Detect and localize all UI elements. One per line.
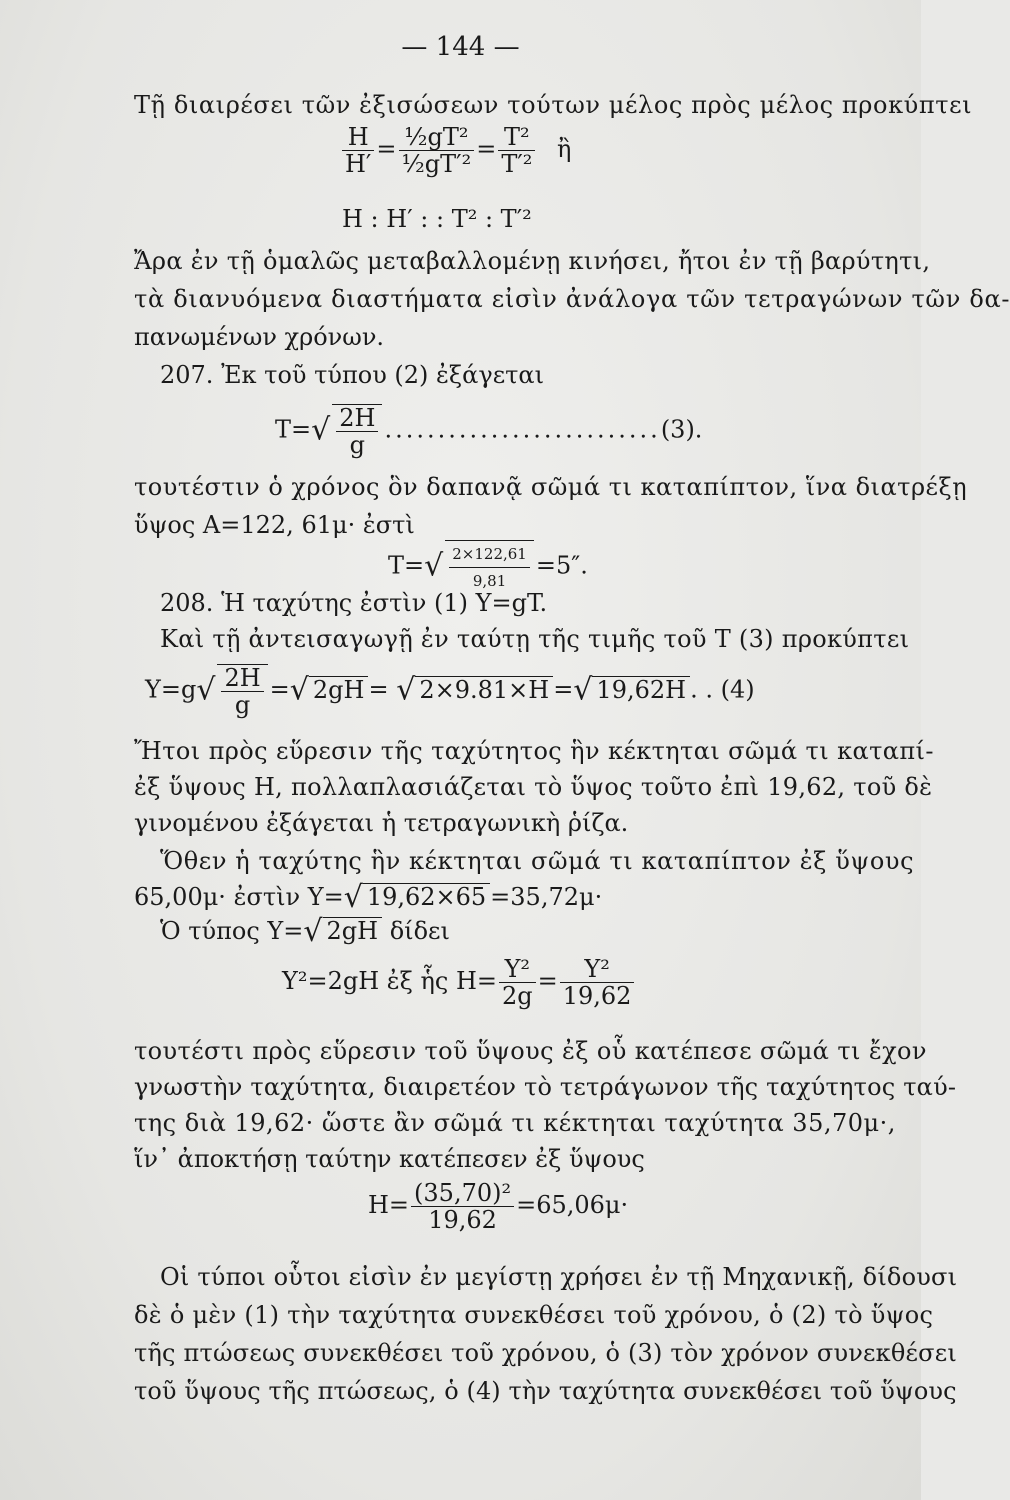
text-segment: 65,00μ· ἐστὶν Y= (134, 883, 344, 911)
radical-sign: √ (343, 880, 363, 915)
text-line: γινομένου ἐξάγεται ἡ τετραγωνικὴ ῥίζα. (134, 809, 629, 837)
denominator: 19,62 (428, 1206, 497, 1234)
text-line: Ὅθεν ἡ ταχύτης ἣν κέκτηται σῶμά τι καταπίπτον ἐξ ὕψους (160, 847, 915, 875)
equation-tag: (3). (660, 415, 703, 444)
dot-leader: .......................... (384, 415, 661, 444)
radicand: 19,62H (592, 676, 690, 703)
equation-velocity: Y=g√ $\frac{2H}{g}$ =√ 2gH = √ 2×9.81×H =√ 19,62H . . (4) (145, 664, 755, 719)
denominator: H′ (345, 150, 372, 178)
text-line: Καὶ τῇ ἀντεισαγωγῇ ἐν ταύτῃ τῆς τιμῆς τοῦ T (3) προκύπτει (160, 625, 910, 653)
radical-sign: √ (424, 548, 444, 584)
radicand: 19,62×65 (363, 883, 490, 910)
radical-sign: √ (311, 412, 331, 448)
equation-tag: . . (4) (690, 675, 755, 704)
text-line: Ἄρα ἐν τῇ ὁμαλῶς μεταβαλλομένῃ κινήσει, ἤτοι ἐν τῇ βαρύτητι, (134, 247, 931, 275)
fraction (560, 956, 635, 1009)
text-line: τῆς πτώσεως συνεκθέσει τοῦ χρόνου, ὁ (3) τὸν χρόνον συνεκθέσει (134, 1339, 957, 1367)
fraction (499, 956, 536, 1009)
denominator: ½gT′² (401, 150, 472, 178)
text-line: ὕψος A=122, 61μ· ἐστὶ (134, 511, 415, 539)
equation-rhs: =5″. (535, 551, 588, 580)
text-line (160, 916, 450, 947)
text-line: 207. Ἐκ τοῦ τύπου (2) ἐξάγεται (160, 361, 545, 389)
radicand-fraction (445, 540, 534, 594)
equation-lhs: Y²=2gH ἐξ ἧς H= (282, 967, 497, 995)
text-line: τοῦ ὕψους τῆς πτώσεως, ὁ (4) τὴν ταχύτητα συνεκθέσει τοῦ ὕψους (134, 1377, 957, 1405)
numerator: Y² (499, 956, 536, 983)
radical-sign: √ (573, 672, 593, 708)
numerator: Y² (560, 956, 635, 983)
denominator: 19,62 (562, 982, 632, 1010)
radical-sign: √ (196, 672, 216, 708)
numerator: H (342, 124, 374, 151)
page-number: — 144 — (401, 32, 520, 62)
denominator: g (349, 431, 366, 459)
text-line: γνωστὴν ταχύτητα, διαιρετέον τὸ τετράγωνον τῆς ταχύτητος ταύ- (134, 1073, 957, 1101)
denominator: g (234, 691, 251, 719)
equation-rhs: =65,06μ· (516, 1191, 629, 1219)
denominator: 2g (501, 982, 533, 1010)
text-line: πανωμένων χρόνων. (134, 323, 385, 351)
fraction (399, 124, 475, 177)
text-line: ἐξ ὕψους H, πολλαπλασιάζεται τὸ ὕψος τοῦτο ἐπὶ 19,62, τοῦ δὲ (134, 773, 933, 801)
equation-lhs: H= (368, 1191, 410, 1219)
text-line: Οἱ τύποι οὗτοι εἰσὶν ἐν μεγίστῃ χρήσει ἐν τῇ Μηχανικῇ, δίδουσι (160, 1263, 958, 1291)
denominator: T′² (501, 150, 533, 178)
fraction (342, 124, 374, 177)
text-line: τουτέστι πρὸς εὕρεσιν τοῦ ὕψους ἐξ οὗ κατέπεσε σῶμά τι ἔχον (134, 1037, 927, 1065)
radicand-fraction (217, 664, 267, 718)
numerator: T² (498, 124, 535, 151)
text-line: ἵν᾽ ἀποκτήσῃ ταύτην κατέπεσεν ἐξ ὕψους (134, 1145, 645, 1173)
fraction (411, 1180, 514, 1233)
text-segment: δίδει (389, 917, 450, 945)
equation-time-numeric (388, 540, 588, 594)
equation-time (275, 404, 702, 458)
text-line: Ἤτοι πρὸς εὕρεσιν τῆς ταχύτητος ἣν κέκτηται σῶμά τι καταπί- (134, 737, 934, 765)
numerator: 2H (336, 405, 378, 432)
numerator: (35,70)² (411, 1180, 514, 1207)
equation-proportion: H : H′ : : T² : T′² (342, 205, 532, 233)
denominator: 9,81 (472, 572, 507, 590)
radical-sign: √ (289, 672, 309, 708)
radical-sign: √ (396, 672, 416, 708)
numerator: ½gT² (399, 124, 475, 151)
fraction (498, 124, 535, 177)
numerator: 2×122,61 (449, 541, 530, 568)
text-line: δὲ ὁ μὲν (1) τὴν ταχύτητα συνεκθέσει τοῦ χρόνου, ὁ (2) τὸ ὕψος (134, 1301, 934, 1329)
text-line: 208. Ἡ ταχύτης ἐστὶν (1) Y=gT. (160, 589, 548, 617)
text-line: τουτέστιν ὁ χρόνος ὃν δαπανᾷ σῶμά τι καταπίπτον, ἵνα διατρέξῃ (134, 473, 968, 501)
text-line: της διὰ 19,62· ὥστε ἂν σῶμά τι κέκτηται ταχύτητα 35,70μ·, (134, 1109, 896, 1137)
text-segment: =35,72μ· (490, 883, 603, 911)
equation-lhs: T= (275, 415, 312, 444)
radicand: 2gH (323, 917, 383, 944)
equation-lhs: T= (388, 551, 425, 580)
text-line: τὰ διανυόμενα διαστήματα εἰσὶν ἀνάλογα τῶν τετραγώνων τῶν δα- (134, 285, 1010, 313)
radicand-fraction (332, 404, 382, 458)
radicand: 2gH (309, 676, 369, 703)
equation-height-numeric (368, 1180, 628, 1233)
radical-sign: √ (303, 914, 323, 949)
numerator: 2H (221, 665, 263, 692)
text-line: Τῇ διαιρέσει τῶν ἐξισώσεων τούτων μέλος πρὸς μέλος προκύπτει (134, 91, 973, 119)
equation-ratio: $\frac{H}{H'}$ = $\frac{\text{½gT²}}{\text{½gT′²}}$ = $\frac{\text{T²}}{\text{T′²}}$ ἢ (340, 124, 571, 177)
word: ἢ (557, 135, 572, 163)
equation-lhs: Y=g (145, 675, 197, 704)
radicand: 2×9.81×H (415, 676, 553, 703)
equation-height: Y²=2gH ἐξ ἧς H= $\frac{\text{Y²}}{2g}$ = $\frac{\text{Y²}}{19,62}$ (282, 956, 636, 1009)
text-segment: Ὁ τύπος Y= (160, 917, 304, 945)
text-line (134, 882, 602, 913)
